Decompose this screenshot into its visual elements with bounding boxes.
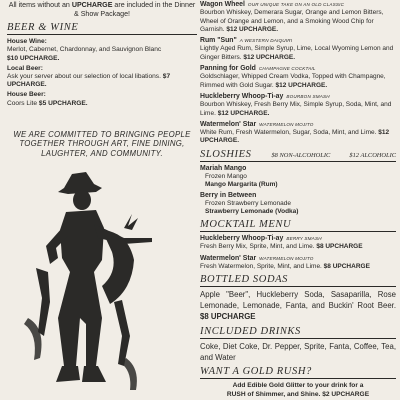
- cocktail-item-panning-for-gold: Panning for Gold CHAMPAGNE COCKTAIL Goldschlager, Whipped Cream Vodka, Topped with Champagne, Rimmed with Gold Sugar. $12 UPCHARGE.: [200, 65, 386, 89]
- gold-rush-text: Add Edible Gold Glitter to your drink for a RUSH of Shimmer, and Shine. $2 UPCHARGE: [226, 382, 370, 398]
- bottled-sodas-title: BOTTLED SODAS: [200, 274, 396, 287]
- house-wine-block: House Wine: Merlot, Cabernet, Chardonnay, and Sauvignon Blanc $10 UPCHARGE.: [7, 38, 162, 62]
- included-drinks-title: INCLUDED DRINKS: [200, 326, 396, 339]
- cocktail-item-huckleberry: Huckleberry Whoop-Ti-ay BOURBON SMASH Bourbon Whiskey, Fresh Berry Mix, Simple Syrup, Soda, Mint, and Lime. $12 UPCHARGE.: [200, 92, 392, 117]
- sloshie-group-mariah-mango: Mariah Mango Frozen Mango Mango Margarita (Rum): [200, 164, 278, 188]
- intro-note: All items without an UPCHARGE are included in the Dinner & Show Package!: [8, 1, 196, 18]
- mocktail-item-huckleberry: Huckleberry Whoop-Ti-ay BERRY SMASH Fresh Berry Mix, Sprite, Mint, and Lime. $8 UPCHARGE: [200, 235, 363, 251]
- beer-wine-title: BEER & WINE: [7, 22, 197, 35]
- house-beer-block: House Beer: Coors Lite $5 UPCHARGE.: [7, 91, 88, 107]
- mocktail-item-watermelon-star: Watermelon' Star WATERMELON MOJITO Fresh Watermelon, Sprite, Mint, and Lime. $8 UPCHARGE: [200, 254, 370, 271]
- cocktail-list: [200, 1, 396, 146]
- cocktail-item-watermelon-star: Watermelon' Star WATERMELON MOJITO White Rum, Fresh Watermelon, Sugar, Soda, Mint, and Lime. $12 UPCHARGE.: [200, 120, 390, 145]
- included-drinks-text: Coke, Diet Coke, Dr. Pepper, Sprite, Fanta, Coffee, Tea, and Water: [200, 341, 396, 362]
- cocktail-item-wagon-wheel: Wagon Wheel OUR UNIQUE TAKE ON AN OLD CLASSIC Bourbon Whiskey, Demerara Sugar, Orange and Lemon Bitters, Wheel of Orange and Lemon, and a Smoking Wood Chip for Garnish. $12 UPCHARGE.: [200, 1, 384, 33]
- mocktail-title: MOCKTAIL MENU: [200, 219, 396, 232]
- cocktail-item-rum-sun: Rum "Sun" A WESTERN DAIQUIRI Lightly Aged Rum, Simple Syrup, Lime, Local Wyoming Lemon and Ginger Bitters. $12 UPCHARGE.: [200, 37, 394, 61]
- right-column: [200, 0, 396, 399]
- gold-rush-title: WANT A GOLD RUSH?: [200, 366, 396, 379]
- sloshies-title: SLOSHIES $8 NON-ALCOHOLIC $12 ALCOHOLIC: [200, 148, 396, 160]
- left-column: [7, 0, 197, 159]
- mission-statement: WE ARE COMMITTED TO BRINGING PEOPLE TOGETHER THROUGH ART, FINE DINING, LAUGHTER, AND COMMUNITY.: [13, 129, 191, 158]
- bottled-sodas-text: Apple "Beer", Huckleberry Soda, Sasaparilla, Rose Lemonade, Lemonade, Fanta, and Buckin' Root Beer. $8 UPCHARGE: [200, 290, 396, 321]
- cowboy-carrying-game-illustration: [6, 168, 156, 400]
- local-beer-block: Local Beer: Ask your server about our selection of local libations. $7 UPCHARGE.: [7, 64, 171, 89]
- sloshie-group-berry-in-between: Berry in Between Frozen Strawberry Lemonade Strawberry Lemonade (Vodka): [200, 191, 299, 216]
